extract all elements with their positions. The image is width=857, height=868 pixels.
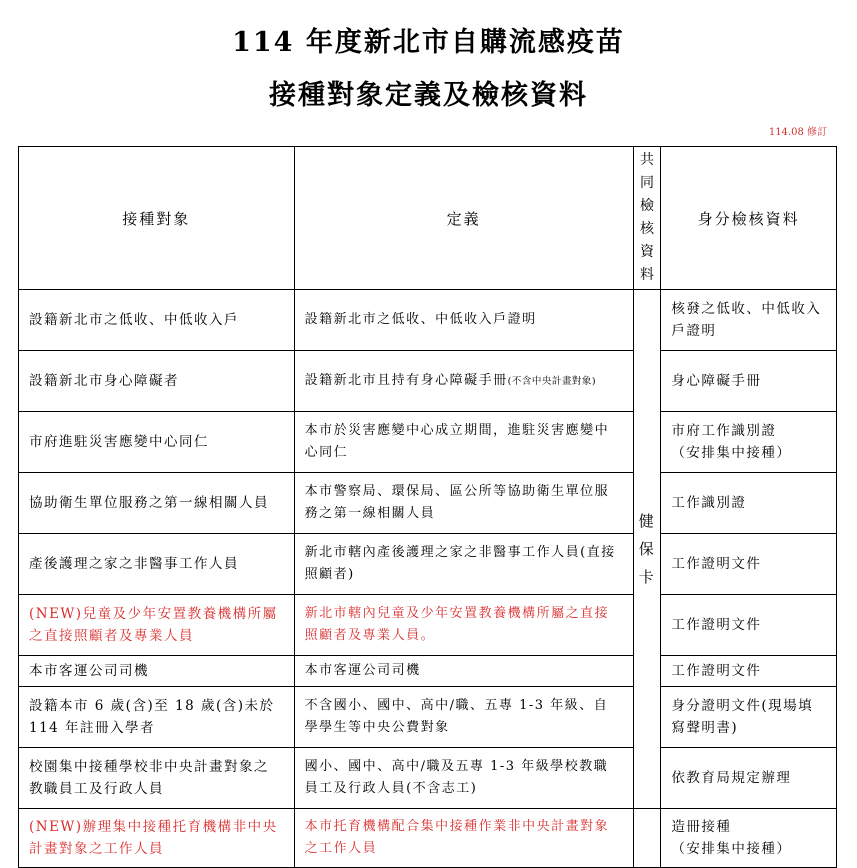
row-shared-empty: [633, 809, 661, 868]
table-row: [19, 595, 837, 656]
table-row: [19, 412, 837, 473]
row-definition: 本市客運公司司機: [294, 656, 633, 687]
row-target: 市府進駐災害應變中心同仁: [19, 412, 295, 473]
row-check: 工作證明文件: [661, 534, 837, 595]
row-target: 設籍本市 6 歲(含)至 18 歲(含)未於 114 年註冊入學者: [19, 687, 295, 748]
row-definition-text: 設籍新北市且持有身心障礙手冊: [304, 372, 508, 388]
row-definition: 本市警察局、環保局、區公所等協助衛生單位服務之第一線相關人員: [294, 473, 633, 534]
row-check: 身心障礙手冊: [661, 351, 837, 412]
row-check: 依教育局規定辦理: [661, 748, 837, 809]
row-target: 本市客運公司司機: [19, 656, 295, 687]
row-definition: 國小、國中、高中/職及五專 1-3 年級學校教職員工及行政人員(不含志工): [294, 748, 633, 809]
table-row: [19, 748, 837, 809]
revision-label: 114.08 修訂: [768, 127, 827, 138]
row-check: 市府工作識別證 （安排集中接種）: [661, 412, 837, 473]
table-row: [19, 473, 837, 534]
page-title-line2: 接種對象定義及檢核資料: [269, 80, 588, 111]
shared-value-2: 保: [638, 540, 656, 558]
header-shared-check: [633, 147, 661, 290]
eligibility-table: [18, 146, 837, 868]
row-definition: [294, 351, 633, 412]
row-definition: 本市於災害應變中心成立期間，進駐災害應變中心同仁: [294, 412, 633, 473]
row-target: 設籍新北市身心障礙者: [19, 351, 295, 412]
shared-value-3: 卡: [638, 568, 656, 586]
table-row: [19, 809, 837, 868]
row-check: 身分證明文件(現場填寫聲明書): [661, 687, 837, 748]
header-identity-check: 身分檢核資料: [661, 147, 837, 290]
row-check: 核發之低收、中低收入戶證明: [661, 290, 837, 351]
row-target: (NEW)辦理集中接種托育機構非中央計畫對象之工作人員: [19, 809, 295, 868]
row-check: 工作識別證: [661, 473, 837, 534]
row-check: 造冊接種 （安排集中接種）: [661, 809, 837, 868]
table-row: [19, 351, 837, 412]
page-title-line1: 114 年度新北市自購流感疫苗: [232, 27, 625, 58]
row-definition: 新北市轄內兒童及少年安置教養機構所屬之直接照顧者及專業人員。: [294, 595, 633, 656]
table-row: [19, 534, 837, 595]
row-definition: 不含國小、國中、高中/職、五專 1-3 年級、自學學生等中央公費對象: [294, 687, 633, 748]
header-definition: 定義: [294, 147, 633, 290]
header-target: 接種對象: [19, 147, 295, 290]
header-shared-check-1: 共同: [639, 152, 654, 191]
table-row: [19, 656, 837, 687]
row-target: (NEW)兒童及少年安置教養機構所屬之直接照顧者及專業人員: [19, 595, 295, 656]
row-definition: 設籍新北市之低收、中低收入戶證明: [294, 290, 633, 351]
row-target: 協助衛生單位服務之第一線相關人員: [19, 473, 295, 534]
row-check: 工作證明文件: [661, 595, 837, 656]
header-shared-check-3: 資料: [639, 244, 654, 283]
shared-check-value: [633, 290, 661, 809]
row-target: 產後護理之家之非醫事工作人員: [19, 534, 295, 595]
row-definition-note: (不含中央計畫對象): [507, 375, 597, 387]
row-check: 工作證明文件: [661, 656, 837, 687]
row-target: 設籍新北市之低收、中低收入戶: [19, 290, 295, 351]
header-shared-check-2: 檢核: [639, 198, 654, 237]
row-target: 校園集中接種學校非中央計畫對象之教職員工及行政人員: [19, 748, 295, 809]
row-definition: 本市托育機構配合集中接種作業非中央計畫對象之工作人員: [294, 809, 633, 868]
row-definition: 新北市轄內產後護理之家之非醫事工作人員(直接照顧者): [294, 534, 633, 595]
table-row: [19, 290, 837, 351]
table-header-row: [19, 147, 837, 290]
table-row: [19, 687, 837, 748]
shared-value-1: 健: [638, 512, 656, 530]
